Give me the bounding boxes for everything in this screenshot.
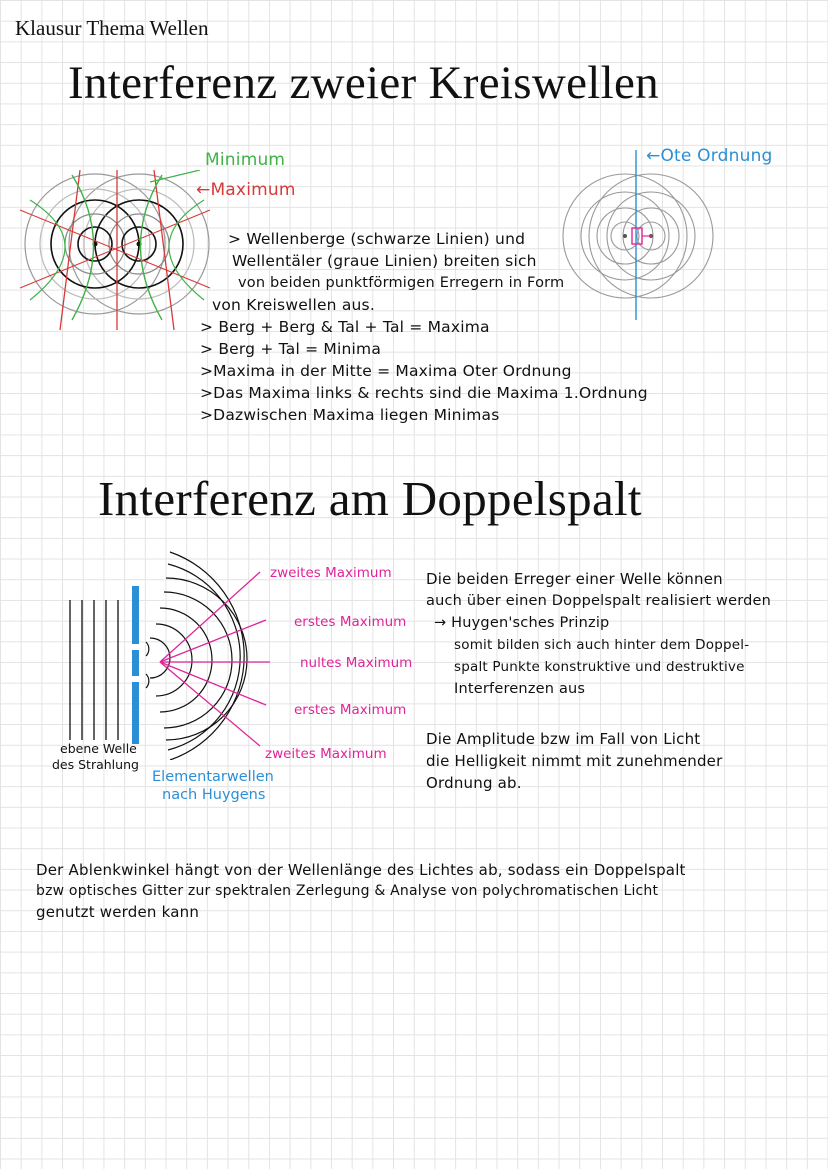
maximum-label: ←Maximum [196, 180, 296, 200]
section2-text1 [426, 568, 771, 700]
note-line: > Berg + Berg & Tal + Tal = Maxima [200, 318, 490, 336]
elementary-wave [160, 608, 212, 712]
plane-wave-label-line: des Strahlung [52, 757, 139, 772]
elementary-wave [164, 592, 232, 728]
plane-wave-label [52, 741, 139, 773]
elementary-wave [146, 642, 149, 656]
maximum-label-first-top: erstes Maximum [294, 614, 407, 630]
order-label: ←Ote Ordnung [646, 146, 773, 166]
text-line: → Huygen'sches Prinzip [434, 615, 610, 631]
text-line: Ordnung ab. [426, 774, 522, 792]
elementary-label-line: nach Huygens [162, 787, 266, 803]
elementary-wave [168, 564, 240, 750]
note-line: von beiden punktförmigen Erregern in Form [238, 275, 565, 291]
maximum-label-zeroth: nultes Maximum [300, 655, 413, 671]
section2-title: Interferenz am Doppelspalt [98, 471, 642, 526]
note-line: > Berg + Tal = Minima [200, 340, 382, 358]
text-line: spalt Punkte konstruktive und destruktive [454, 659, 745, 675]
maximum-label-second-bottom: zweites Maximum [265, 746, 387, 762]
double-slit-diagram [60, 550, 270, 760]
slit-barrier [132, 586, 139, 644]
maximum-arrow [160, 572, 260, 662]
note-line: von Kreiswellen aus. [212, 296, 375, 314]
footer-line: bzw optisches Gitter zur spektralen Zerlegung & Analyse von polychromatischen Licht [36, 883, 659, 899]
footer-note [36, 860, 686, 923]
note-line: >Dazwischen Maxima liegen Minimas [200, 406, 500, 424]
elementary-label-line: Elementarwellen [152, 769, 274, 785]
section2-text2 [426, 728, 722, 794]
maximum-line [154, 170, 174, 330]
note-line: Wellentäler (graue Linien) breiten sich [232, 252, 537, 270]
maximum-label-first-bottom: erstes Maximum [294, 702, 407, 718]
minimum-label: Minimum [205, 150, 286, 170]
note-line: >Das Maxima links & rechts sind die Maxima 1.Ordnung [200, 384, 648, 402]
maximum-arrow [160, 620, 266, 662]
slit-barrier [132, 682, 139, 744]
footer-line: genutzt werden kann [36, 903, 200, 921]
note-line: > Wellenberge (schwarze Linien) und [228, 230, 526, 248]
text-line: somit bilden sich auch hinter dem Doppel- [454, 637, 750, 653]
two-circular-waves-diagram [10, 170, 210, 330]
maximum-arrow [160, 662, 266, 705]
elementary-wave [146, 674, 149, 688]
text-line: Interferenzen aus [454, 681, 586, 697]
elementary-wave [166, 578, 247, 740]
text-line: auch über einen Doppelspalt realisiert werden [426, 593, 772, 609]
maximum-line [60, 170, 80, 330]
text-line: Die beiden Erreger einer Welle können [426, 570, 723, 588]
plane-wave-label-line: ebene Welle [60, 741, 137, 756]
minimum-curve [30, 200, 65, 300]
elementary-wave-label [152, 768, 274, 804]
section1-notes [200, 228, 648, 426]
section1-title: Interferenz zweier Kreiswellen [68, 57, 659, 109]
text-line: Die Amplitude bzw im Fall von Licht [426, 730, 701, 748]
slit-barrier [132, 650, 139, 676]
text-line: die Helligkeit nimmt mit zunehmender [426, 752, 723, 770]
footer-line: Der Ablenkwinkel hängt von der Wellenlänge des Lichtes ab, sodass ein Doppelspalt [36, 861, 686, 879]
header-label: Klausur Thema Wellen [15, 16, 209, 40]
note-line: >Maxima in der Mitte = Maxima Oter Ordnung [200, 362, 572, 380]
elementary-wave [150, 638, 170, 678]
maximum-label-second-top: zweites Maximum [270, 565, 392, 581]
